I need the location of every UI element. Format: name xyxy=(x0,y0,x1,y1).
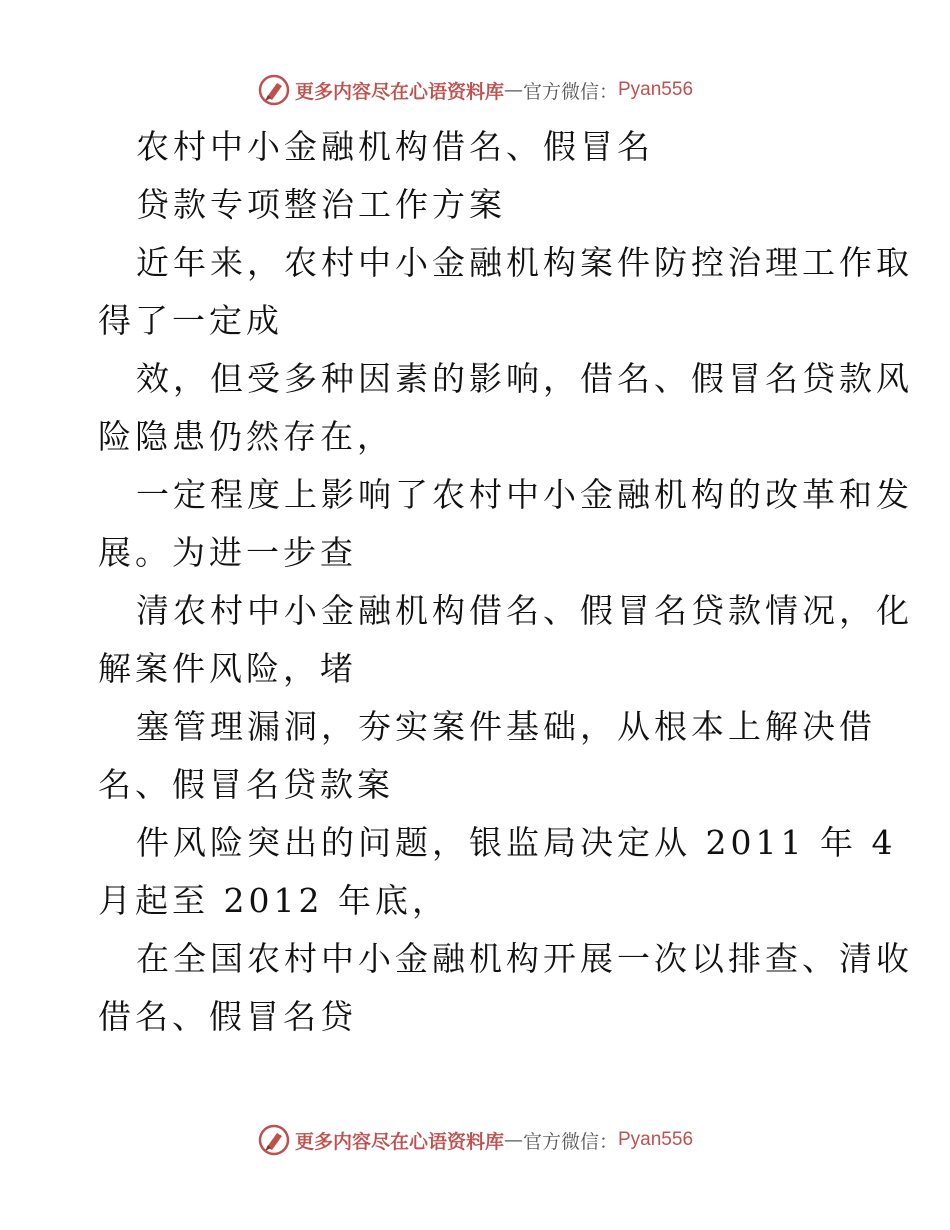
pen-nib-logo-icon xyxy=(257,1123,291,1157)
paragraph-line: 件风险突出的问题，银监局决定从 2011 年 4 xyxy=(136,823,897,862)
paragraph-line: 月起至 2012 年底， xyxy=(98,881,449,920)
paragraph-line: 在全国农村中小金融机构开展一次以排查、清收 xyxy=(136,939,913,978)
header-watermark xyxy=(0,70,950,110)
watermark-sub-text: 官方微信： xyxy=(522,80,618,103)
paragraph-line: 塞管理漏洞，夯实案件基础，从根本上解决借 xyxy=(136,707,876,746)
paragraph-line: 近年来，农村中小金融机构案件防控治理工作取 xyxy=(136,243,913,282)
paragraph-line: 效，但受多种因素的影响，借名、假冒名贷款风 xyxy=(136,359,913,398)
doc-title-line-2: 贷款专项整治工作方案 xyxy=(136,185,506,224)
paragraph-line: 解案件风险，堵 xyxy=(98,649,357,688)
paragraph-line: 险隐患仍然存在， xyxy=(98,417,394,456)
watermark-separator: — xyxy=(503,1129,523,1151)
watermark-wechat-id: Pyan556 xyxy=(618,79,694,100)
document-body xyxy=(98,118,913,1046)
paragraph-line: 清农村中小金融机构借名、假冒名贷款情况，化 xyxy=(136,591,913,630)
paragraph-line: 一定程度上影响了农村中小金融机构的改革和发 xyxy=(136,475,913,514)
footer-watermark xyxy=(0,1120,950,1160)
doc-title-line-1: 农村中小金融机构借名、假冒名 xyxy=(136,127,654,166)
paragraph-line: 借名、假冒名贷 xyxy=(98,997,357,1036)
watermark-main-text: 更多内容尽在心语资料库 xyxy=(294,1130,504,1153)
watermark-main-text: 更多内容尽在心语资料库 xyxy=(294,80,504,103)
paragraph-line: 展。为进一步查 xyxy=(98,533,357,572)
watermark-separator: — xyxy=(503,79,523,101)
paragraph-line: 名、假冒名贷款案 xyxy=(98,765,394,804)
pen-nib-logo-icon xyxy=(257,73,291,107)
watermark-wechat-id: Pyan556 xyxy=(618,1129,694,1150)
paragraph-line: 得了一定成 xyxy=(98,301,283,340)
watermark-sub-text: 官方微信： xyxy=(522,1130,618,1153)
